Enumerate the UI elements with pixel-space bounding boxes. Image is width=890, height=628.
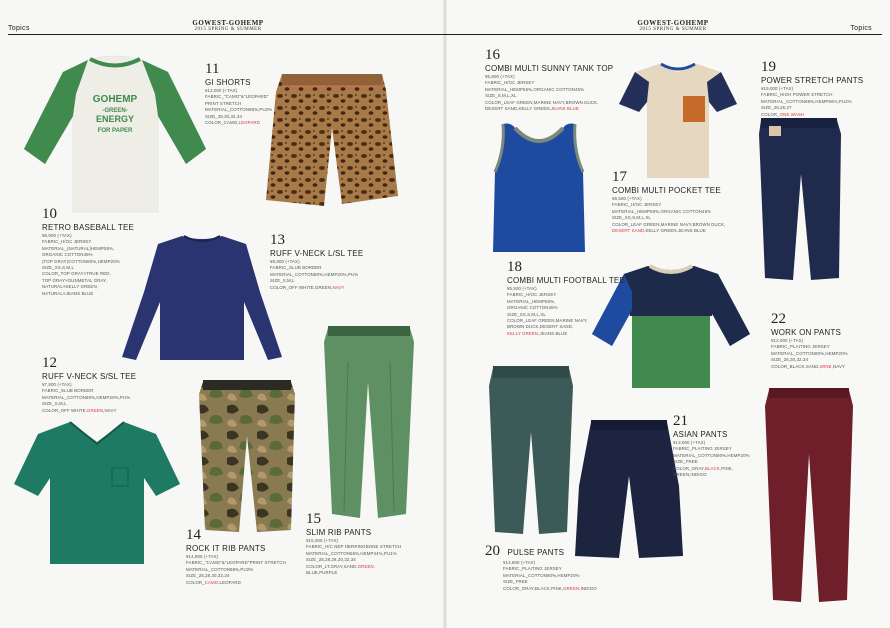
pocket-tee-image bbox=[617, 60, 739, 182]
section-label: Topics bbox=[850, 25, 872, 32]
product-price: ¥19,000 (+TAX) bbox=[761, 86, 794, 91]
header-rule bbox=[445, 34, 882, 35]
product-name: GI SHORTS bbox=[205, 78, 251, 87]
season-label: 2015 SPRING & SUMMER bbox=[194, 27, 262, 32]
product-spec: MATERIAL_HEMP55%,ORGANIC COTTON45% bbox=[485, 86, 585, 92]
product-spec: ORGANIC COTTON45% bbox=[507, 305, 558, 311]
product-price: ¥15,000 (+TAX) bbox=[306, 538, 339, 543]
product-16 bbox=[485, 48, 613, 112]
product-spec: MATERIAL_(NATURAL)HEMP55%, bbox=[42, 245, 115, 251]
product-name: RUFF V-NECK L/SL TEE bbox=[270, 249, 364, 258]
product-number: 10 bbox=[42, 206, 57, 222]
product-spec: FABRIC_H/C NEP HERRINGBONE STRETCH bbox=[306, 544, 402, 550]
product-colors: GREEN,INDIGO bbox=[673, 472, 707, 478]
product-number: 12 bbox=[42, 355, 57, 371]
product-colors: DESERT SAND,KELLY GREEN,JEANS BLUE bbox=[612, 228, 706, 234]
product-price: ¥12,000 (+TAX) bbox=[771, 338, 804, 343]
product-colors: COLOR_GRAY,BLACK,PINK, bbox=[673, 465, 734, 471]
product-spec: MATERIAL_COTTON98%,PU2% bbox=[186, 566, 254, 572]
product-spec: SIZE_XS,S,M,L,XL bbox=[507, 311, 546, 317]
product-spec: FABRIC_H/OC JERSEY bbox=[507, 292, 557, 298]
product-colors: COLOR_CAMO,LEOPARD bbox=[186, 579, 241, 585]
header-rule bbox=[8, 34, 445, 35]
season-label: 2015 SPRING & SUMMER bbox=[639, 27, 707, 32]
product-colors: DESERT SAND,KELLY GREEN,JEANS BLUE bbox=[485, 106, 579, 112]
product-number: 11 bbox=[205, 61, 220, 77]
product-spec: SIZE_S,M,L bbox=[270, 278, 295, 284]
product-spec: MATERIAL_COTTON80%,HEMP20%,PU% bbox=[270, 271, 359, 277]
product-name: PULSE PANTS bbox=[507, 548, 565, 557]
product-number: 21 bbox=[673, 413, 688, 429]
leopard-shorts-image bbox=[262, 68, 402, 210]
product-spec: SIZE_26,30,32,34 bbox=[771, 357, 808, 363]
product-name: RETRO BASEBALL TEE bbox=[42, 223, 135, 232]
product-17 bbox=[612, 170, 725, 234]
product-spec: SIZE_28,30,32,34 bbox=[205, 113, 242, 119]
tank-top-image bbox=[489, 120, 589, 256]
product-colors: TOP GRAY×GUNMETAL GRAY, bbox=[42, 277, 107, 283]
product-spec: MATERIAL_COTTON98%,PU2% bbox=[205, 107, 273, 113]
product-spec: FABRIC_PLAITING JERSEY bbox=[771, 344, 830, 350]
product-spec: SIZE_28,28,28,30,32,34 bbox=[306, 557, 356, 563]
product-spec: MATERIAL_COTTON80%,HEMP20%,PU% bbox=[42, 394, 131, 400]
product-spec: SIZE_S,M,L bbox=[42, 401, 67, 407]
pulse-pants-image bbox=[487, 362, 575, 538]
brand-title: GOWEST-GOHEMP bbox=[637, 19, 709, 27]
product-spec: SIZE_FREE bbox=[673, 459, 698, 465]
product-11 bbox=[205, 62, 272, 126]
product-number: 22 bbox=[771, 311, 786, 327]
product-colors: NATURAL×KELLY GREEN, bbox=[42, 284, 99, 290]
product-name: COMBI MULTI FOOTBALL TEE bbox=[507, 276, 626, 285]
product-10 bbox=[42, 207, 134, 297]
product-price: ¥12,000 (+TAX) bbox=[205, 88, 238, 93]
product-spec: MATERIAL_COTTON80%,HEMP20% bbox=[673, 452, 750, 458]
product-colors: KELLY GREEN,JEANS BLUE bbox=[507, 330, 568, 336]
product-spec: MATERIAL_COTTON80%,HEMP20% bbox=[503, 572, 580, 578]
product-colors: NATURAL×JEANS BLUE bbox=[42, 290, 94, 296]
product-name: ASIAN PANTS bbox=[673, 430, 728, 439]
product-22 bbox=[771, 312, 848, 370]
product-spec: MATERIAL_HEMP55%,ORGANIC COTTON45% bbox=[612, 208, 712, 214]
asian-pants-image bbox=[573, 416, 685, 562]
product-spec: (TOP GRAY)COTTON80%,HEMP20% bbox=[42, 258, 120, 264]
tee-print-line3: ENERGY bbox=[95, 114, 135, 124]
product-colors: BROWN DUCK,DESERT SAND, bbox=[507, 324, 574, 330]
tee-print-line1: GOHEMP bbox=[92, 94, 138, 105]
product-20 bbox=[485, 542, 597, 592]
product-19 bbox=[761, 60, 863, 118]
product-price: ¥5,800 (+TAX) bbox=[485, 74, 515, 79]
product-price: ¥13,800 (+TAX) bbox=[503, 560, 536, 565]
product-number: 14 bbox=[186, 527, 201, 543]
tee-print-line4: FOR PAPER bbox=[97, 128, 133, 134]
product-14 bbox=[186, 528, 286, 586]
product-name: POWER STRETCH PANTS bbox=[761, 76, 864, 85]
product-name: COMBI MULTI POCKET TEE bbox=[612, 186, 721, 195]
product-colors: COLOR_CAMO,LEOPARD bbox=[205, 120, 260, 126]
product-name: ROCK IT RIB PANTS bbox=[186, 544, 266, 553]
product-price: ¥8,900 (+TAX) bbox=[270, 259, 300, 264]
section-label: Topics bbox=[8, 25, 30, 32]
product-name: RUFF V-NECK S/SL TEE bbox=[42, 372, 137, 381]
page-gutter bbox=[443, 0, 447, 628]
product-15 bbox=[306, 512, 401, 576]
product-spec: SIZE_XS,S,M,L,XL bbox=[612, 215, 651, 221]
product-spec: FABRIC_H/OC JERSEY bbox=[612, 202, 662, 208]
product-price: ¥6,500 (+TAX) bbox=[612, 196, 642, 201]
product-spec: SIZE_28,26,27 bbox=[761, 105, 792, 111]
product-spec: SIZE_XS,S,M,L bbox=[42, 265, 75, 271]
product-spec: PRINT STRETCH bbox=[205, 100, 242, 106]
product-spec: MATERIAL_COTTON55%,HEMP44%,PU1% bbox=[306, 550, 397, 556]
product-spec: FABRIC_PLAITING JERSEY bbox=[673, 446, 732, 452]
product-21 bbox=[673, 414, 750, 478]
product-colors: COLOR_LT.GRAY,SAND,GREEN, bbox=[306, 563, 376, 569]
product-spec: MATERIAL_COTTON80%,HEMP20% bbox=[771, 350, 848, 356]
product-price: ¥14,800 (+TAX) bbox=[186, 554, 219, 559]
product-colors: BLUE,PURPLE bbox=[306, 570, 338, 576]
product-number: 15 bbox=[306, 511, 321, 527]
product-name: SLIM RIB PANTS bbox=[306, 528, 372, 537]
product-colors: COLOR_OFF WHITE,GREEN,NAVY bbox=[270, 284, 345, 290]
product-spec: FABRIC_SLUB BORDER bbox=[270, 265, 322, 271]
product-colors: COLOR_BLACK,SAND,WINE,NAVY bbox=[771, 363, 846, 369]
product-price: ¥13,000 (+TAX) bbox=[673, 440, 706, 445]
product-spec: FABRIC_H/OC JERSEY bbox=[42, 239, 92, 245]
product-13 bbox=[270, 233, 363, 291]
product-number: 20 bbox=[485, 543, 500, 559]
stretch-jeans-image bbox=[755, 114, 845, 284]
product-number: 19 bbox=[761, 59, 776, 75]
product-name: COMBI MULTI SUNNY TANK TOP bbox=[485, 64, 614, 73]
product-spec: FABRIC_"CAMO"&"LEOPARD"PRINT STRETCH bbox=[186, 560, 286, 566]
product-12 bbox=[42, 356, 136, 414]
product-colors: COLOR_OFF WHITE,GREEN,NAVY bbox=[42, 407, 117, 413]
product-spec: FABRIC_H/OC JERSEY bbox=[485, 80, 535, 86]
product-spec: MATERIAL_COTTON98%,HEMP56%,PU2% bbox=[761, 98, 852, 104]
brand-title: GOWEST-GOHEMP bbox=[192, 19, 264, 27]
product-spec: FABRIC_PLAITING JERSEY bbox=[503, 566, 562, 572]
camo-pants-image bbox=[195, 376, 300, 538]
tee-print-line2: -GREEN- bbox=[102, 108, 128, 114]
product-number: 18 bbox=[507, 259, 522, 275]
product-colors: COLOR_TOP GRAY×TRUE RED, bbox=[42, 271, 111, 277]
product-price: ¥7,800 (+TAX) bbox=[42, 382, 72, 387]
product-spec: SIZE_S,M,L,XL bbox=[485, 93, 517, 99]
product-number: 13 bbox=[270, 232, 285, 248]
product-number: 16 bbox=[485, 47, 500, 63]
product-colors: COLOR_LEAF GREEN,MARINE NAVY, bbox=[507, 318, 588, 324]
product-spec: FABRIC_SLUB BORDER bbox=[42, 388, 94, 394]
product-18 bbox=[507, 260, 625, 337]
product-colors: COLOR_LEAF GREEN,MARINE NAVY,BROWN DUCK, bbox=[612, 221, 726, 227]
product-colors: COLOR_GRAY,BLACK,PINK,GREEN,INDIGO bbox=[503, 585, 597, 591]
green-rib-pants-image bbox=[318, 322, 420, 522]
product-spec: ORGANIC COTTON45% bbox=[42, 252, 93, 258]
baseball-tee-image bbox=[18, 54, 213, 219]
product-colors: COLOR_ONE WASH bbox=[761, 111, 805, 117]
product-spec: FABRIC_"CAMO"&"LEOPARD" bbox=[205, 94, 269, 100]
product-name: WORK ON PANTS bbox=[771, 328, 842, 337]
navy-longsleeve-image bbox=[120, 232, 285, 364]
product-spec: SIZE_FREE bbox=[503, 579, 528, 585]
right-page bbox=[445, 0, 890, 628]
product-spec: SIZE_28,28,30,32,34 bbox=[186, 573, 230, 579]
product-spec: MATERIAL_HEMP55%, bbox=[507, 298, 556, 304]
green-vneck-tee-image bbox=[12, 418, 182, 568]
product-price: ¥5,900 (+TAX) bbox=[42, 233, 72, 238]
product-colors: COLOR_LEAF GREEN,MARINE NAVY,BROWN DUCK, bbox=[485, 99, 599, 105]
product-price: ¥5,500 (+TAX) bbox=[507, 286, 537, 291]
product-spec: FABRIC_HIGH POWER STRETCH bbox=[761, 92, 833, 98]
product-number: 17 bbox=[612, 169, 627, 185]
work-pants-image bbox=[763, 384, 855, 606]
